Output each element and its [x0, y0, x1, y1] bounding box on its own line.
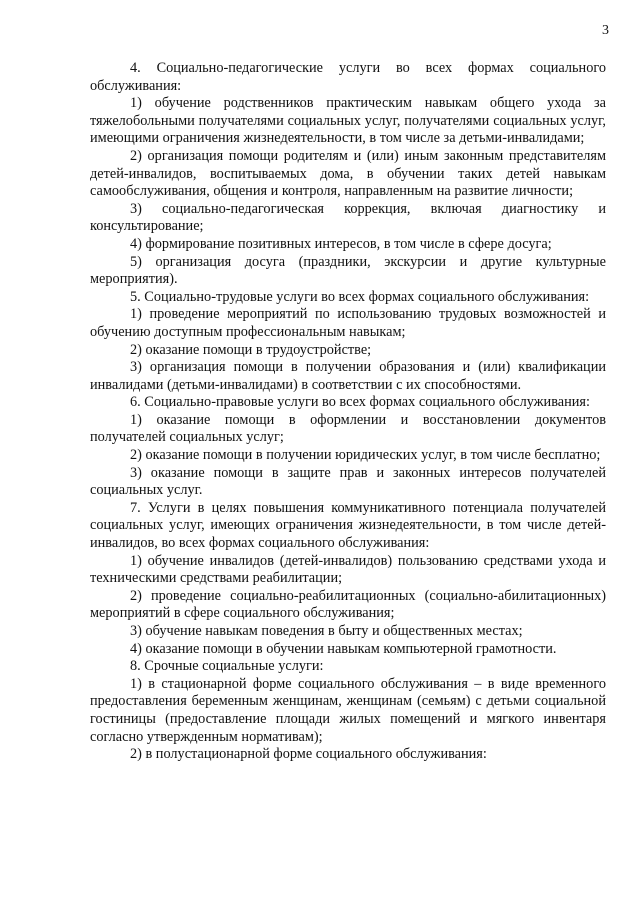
list-item: 1) проведение мероприятий по использованию трудовых возможностей и обучению доступным профессиональным навыкам; [90, 306, 606, 340]
list-item: 1) обучение родственников практическим навыкам общего ухода за тяжелобольными получателями социальных услуг, получателями социальных услуг, имеющими ограничения жизнедеятельности, в том числе за детьми-инвалидами; [90, 95, 606, 147]
section-heading-8: 8. Срочные социальные услуги: [130, 658, 324, 675]
page-number: 3 [602, 23, 609, 38]
list-item: 2) оказание помощи в трудоустройстве; [130, 341, 372, 358]
list-item: 1) оказание помощи в оформлении и восстановлении документов получателей социальных услуг; [90, 411, 606, 446]
section-heading-4: 4. Социально-педагогические услуги во всех формах социального обслуживания: [90, 60, 606, 94]
list-item: 3) оказание помощи в защите прав и законных интересов получателей социальных услуг. [90, 464, 606, 499]
list-item: 2) оказание помощи в получении юридических услуг, в том числе бесплатно; [130, 447, 601, 464]
list-item: 3) обучение навыкам поведения в быту и общественных местах; [130, 623, 523, 639]
list-item: 4) формирование позитивных интересов, в том числе в сфере досуга; [130, 235, 552, 252]
list-item: 2) в полустационарной форме социального обслуживания: [130, 746, 487, 763]
section-heading-7: 7. Услуги в целях повышения коммуникативного потенциала получателей социальных услуг, имеющих ограничения жизнедеятельности, в том числе детей-инвалидов, во всех формах социального обслуживания: [90, 499, 606, 552]
list-item: 2) организация помощи родителям и (или) иным законным представителям детей-инвалидов, воспитываемых дома, в обучении таких детей навыкам самообслуживания, общения и контроля, направленным на развитие личности; [90, 147, 606, 200]
section-heading-6: 6. Социально-правовые услуги во всех формах социального обслуживания: [130, 394, 590, 411]
section-heading-5: 5. Социально-трудовые услуги во всех формах социального обслуживания: [130, 288, 590, 305]
list-item: 3) организация помощи в получении образования и (или) квалификации инвалидами (детьми-инвалидами) в соответствии с их способностями. [90, 359, 606, 393]
document-body [90, 60, 606, 764]
list-item: 5) организация досуга (праздники, экскурсии и другие культурные мероприятия). [90, 253, 606, 288]
list-item: 4) оказание помощи в обучении навыкам компьютерной грамотности. [130, 640, 557, 657]
list-item: 3) социально-педагогическая коррекция, включая диагностику и консультирование; [90, 200, 606, 235]
list-item: 2) проведение социально-реабилитационных (социально-абилитационных) мероприятий в сфере социального обслуживания; [90, 587, 606, 622]
list-item: 1) в стационарной форме социального обслуживания – в виде временного предоставления беременным женщинам, женщинам (семьям) с детьми социальной гостиницы (предоставление площади жилых помещений и мягкого инвентаря согласно утвержденным нормативам); [90, 675, 606, 745]
list-item: 1) обучение инвалидов (детей-инвалидов) пользованию средствами ухода и техническими средствами реабилитации; [90, 552, 606, 587]
